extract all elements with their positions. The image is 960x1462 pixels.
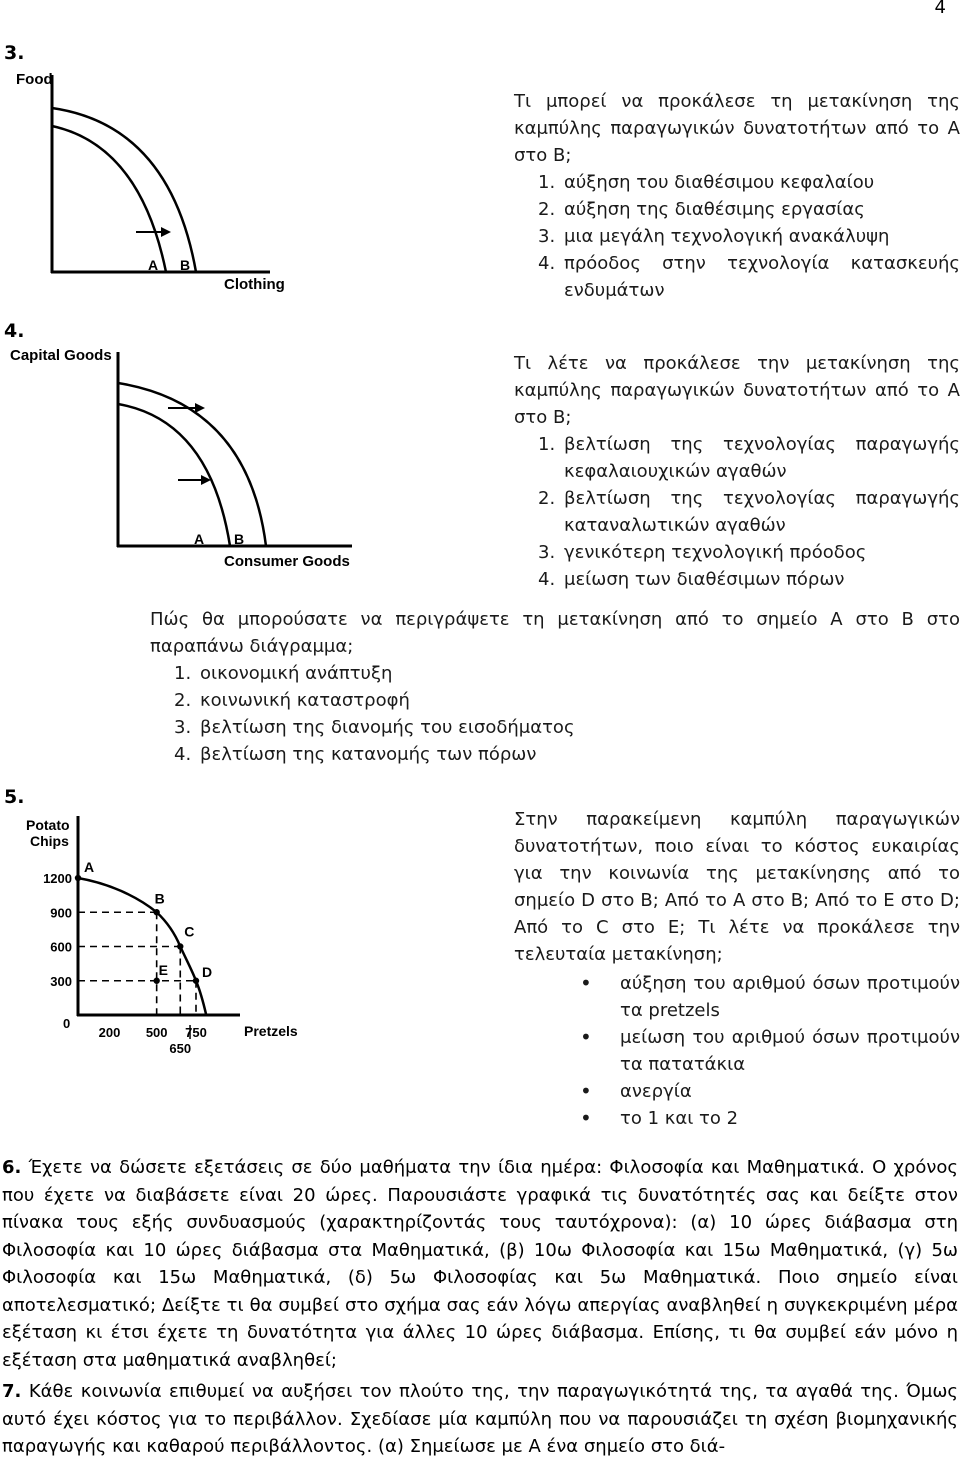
option: 4. μείωση των διαθέσιμων πόρων [538,569,845,590]
ppf-chart-food-clothing [0,60,300,300]
y-axis-label-line1: Potato [26,817,70,833]
option: 3. γενικότερη τεχνολογική πρόοδος [538,542,867,563]
y-tick-label: 900 [50,905,72,921]
bullet-item: • αύξηση του αριθμού όσων προτιμούν τα pretzels [580,971,960,1021]
point-label-e: E [158,961,169,978]
point-label-b: B [180,257,191,273]
x-axis-label: Pretzels [244,1023,298,1039]
curve-a [118,404,230,546]
point-b [153,909,159,915]
y-tick-label: 600 [50,939,72,955]
question-3-options [538,169,960,304]
question-3-prompt: Τι μπορεί να προκάλεσε τη μετακίνηση της καμπύλης παραγωγικών δυνατοτήτων από το Α στο Β; [514,91,960,166]
question-4-followup-prompt: Πώς θα μπορούσατε να περιγράψετε τη μετακίνηση από το σημείο Α στο Β στο παραπάνω διάγραμμα; [150,609,960,657]
page-number: 4 [934,0,946,18]
bullet-item: • το 1 και το 2 [580,1106,739,1130]
y-tick-label: 300 [50,973,72,989]
y-tick-label: 1200 [43,871,72,886]
question-6-text: Έχετε να δώσετε εξετάσεις σε δύο μαθήματα την ίδια ημέρα: Φιλοσοφία και Μαθηματικά. Ο χρόνος που έχετε να διαβάσετε είναι 20 ώρες. Παρουσιάστε γραφικά τις δυνατότητές σας και δείξτε στον πίνακα τους εξής συνδυασμούς (χαρακτηρίζοντάς τους ταυτόχρονα): (α) 10 ώρες διάβασμα στη Φιλοσοφία και 10 ώρες διάβασμα στα Μαθηματικά, (β) 10ω Φιλοσοφία και 15ω Μαθηματικά, (γ) 5ω Φιλοσοφία και 15ω Μαθηματικά, (δ) 5ω Φιλοσοφίας και 5ω Μαθηματικά. Ποιο σημείο είναι αποτελεσματικό; Δείξτε τι θα συμβεί στο σχήμα σας εάν λόγω απεργίας αναβληθεί η συγκεκριμένη μέρα εξέταση κι έτσι έχετε τη δυνατότητα για άλλες 10 ώρες διάβασμα. Επίσης, τι θα συμβεί εάν μόνο η εξέταση στα μαθηματικά αναβληθεί; [2,1157,958,1371]
point-label-b: B [154,890,165,907]
x-tick-label: 200 [98,1025,121,1040]
question-4-number: 4. [4,320,25,342]
y-axis-label-line2: Chips [30,833,69,849]
option: 4. πρόοδος στην τεχνολογία κατασκευής ενδυμάτων [538,253,960,301]
question-4-followup-options [174,660,960,768]
option: 4. βελτίωση της κατανομής των πόρων [174,744,537,765]
x-tick-label: 500 [145,1025,168,1040]
point-label-d: D [202,963,213,980]
point-d [193,978,199,984]
origin-label: 0 [63,1016,71,1031]
option: 1. οικονομική ανάπτυξη [174,663,393,684]
point-c [177,943,183,949]
question-3-text [514,88,960,304]
x-tick-label: 750 [185,1025,207,1040]
point-a [75,875,81,881]
point-label-a: A [84,859,95,875]
ppf-chart-potato-pretzels [0,810,310,1060]
option: 3. βελτίωση της διανομής του εισοδήματος [174,717,575,738]
point-e [153,978,159,984]
x-axis-label: Consumer Goods [224,553,350,570]
shift-arrow-head [161,227,171,237]
option: 3. μια μεγάλη τεχνολογική ανακάλυψη [538,226,890,247]
bullet-item: • μείωση του αριθμού όσων προτιμούν τα πατατάκια [580,1025,960,1075]
y-axis-label: Capital Goods [10,347,112,364]
question-7-number: 7. [2,1381,22,1402]
x-axis-label: Clothing [224,276,285,293]
option: 2. αύξηση της διαθέσιμης εργασίας [538,199,865,220]
option: 2. κοινωνική καταστροφή [174,690,410,711]
point-label-a: A [148,257,159,273]
question-6-number: 6. [2,1157,22,1178]
point-label-a: A [194,531,205,547]
question-5-text [514,806,960,1132]
shift-arrow-top-head [195,403,205,413]
question-4-options [538,431,960,593]
curve-a [52,126,166,272]
y-axis-label: Food [16,71,53,88]
question-5-bullets [580,970,960,1132]
bullet-item: • ανεργία [580,1079,692,1103]
point-label-c: C [184,923,195,940]
option: 1. βελτίωση της τεχνολογίας παραγωγής κεφαλαιουχικών αγαθών [538,434,960,482]
question-4-prompt: Τι λέτε να προκάλεσε την μετακίνηση της καμπύλης παραγωγικών δυνατοτήτων από το Α στο Β; [514,353,960,428]
question-7-text: Κάθε κοινωνία επιθυμεί να αυξήσει τον πλούτο της, την παραγωγικότητά της, τα αγαθά της. Όμως αυτό έχει κόστος για το περιβάλλον. Σχεδίασε μία καμπύλη που να παρουσιάζει τη σχέση βιομηχανικής παραγωγής και καθαρού περιβάλλοντος. (α) Σημείωσε με Α ένα σημείο στο διά- [2,1381,958,1457]
question-7 [2,1378,958,1461]
x-tick-label: 650 [169,1041,192,1056]
option: 2. βελτίωση της τεχνολογίας παραγωγής καταναλωτικών αγαθών [538,488,960,536]
question-5-number: 5. [4,786,25,808]
point-label-b: B [234,531,245,547]
option: 1. αύξηση του διαθέσιμου κεφαλαίου [538,172,875,193]
ppf-chart-capital-consumer [0,340,360,580]
question-6 [2,1154,958,1374]
question-4-text [514,350,960,593]
question-4-followup [150,606,960,768]
question-5-prompt: Στην παρακείμενη καμπύλη παραγωγικών δυνατοτήτων, ποιο είναι το κόστος ευκαιρίας για την κοινωνία της μετακίνησης από το σημείο D στο Β; Από το Α στο Β; Από το Ε στο D; Από το C στο Ε; Τι λέτε να προκάλεσε την τελευταία μετακίνηση; [514,809,960,965]
question-3-number: 3. [4,42,25,64]
